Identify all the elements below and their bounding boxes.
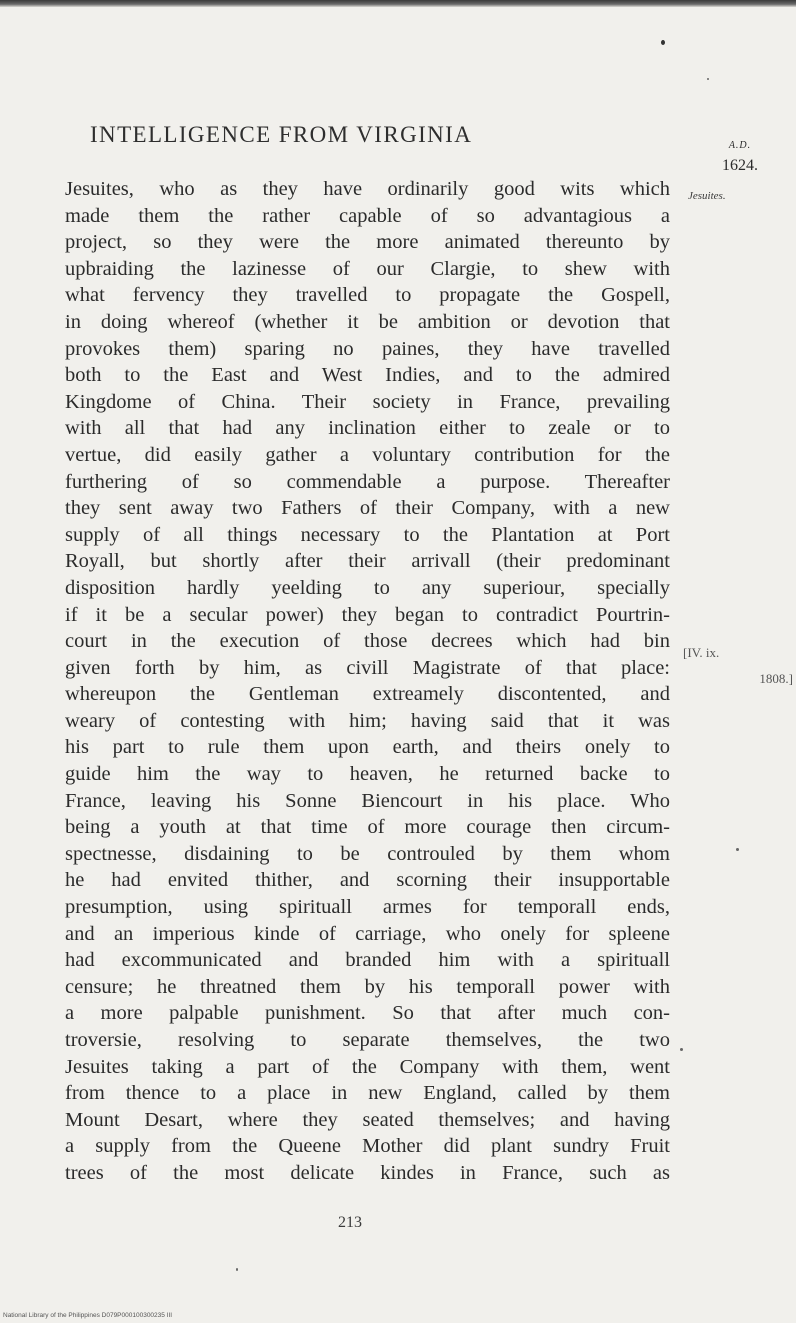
margin-side-note: Jesuites. xyxy=(688,190,726,202)
text-line: a supply from the Queene Mother did plant sundry Fruit xyxy=(65,1135,670,1158)
text-line: spectnesse, disdaining to be controuled by them whom xyxy=(65,842,670,865)
text-line: vertue, did easily gather a voluntary contribution for the xyxy=(65,443,670,466)
text-line: made them the rather capable of so advantagious a xyxy=(65,204,670,227)
margin-ref-line1: [IV. ix. xyxy=(683,645,720,660)
text-line: a more palpable punishment. So that after much con- xyxy=(65,1002,670,1025)
text-line: Mount Desart, where they seated themselves; and having xyxy=(65,1108,670,1131)
text-line: whereupon the Gentleman extreamely discontented, and xyxy=(65,683,670,706)
scan-speck xyxy=(707,78,709,80)
page-number: 213 xyxy=(338,1214,362,1231)
text-line: given forth by him, as civill Magistrate of that place: xyxy=(65,656,670,679)
text-line: being a youth at that time of more courage then circum- xyxy=(65,816,670,839)
margin-year: 1624. xyxy=(722,157,758,174)
text-line: in doing whereof (whether it be ambition or devotion that xyxy=(65,310,670,333)
text-line: both to the East and West Indies, and to the admired xyxy=(65,364,670,387)
text-line: provokes them) sparing no paines, they have travelled xyxy=(65,337,670,360)
margin-date xyxy=(700,136,780,176)
text-line: with all that had any inclination either to zeale or to xyxy=(65,417,670,440)
text-line: and an imperious kinde of carriage, who onely for spleene xyxy=(65,922,670,945)
text-line: project, so they were the more animated thereunto by xyxy=(65,231,670,254)
margin-ad: A.D. xyxy=(728,140,752,151)
text-line: had excommunicated and branded him with a spirituall xyxy=(65,949,670,972)
text-line: Jesuites, who as they have ordinarily good wits which xyxy=(65,178,670,200)
body-text xyxy=(65,176,670,1187)
text-line: weary of contesting with him; having said that it was xyxy=(65,709,670,732)
scan-speck xyxy=(736,848,739,851)
text-line: Kingdome of China. Their society in France, prevailing xyxy=(65,390,670,413)
text-line: from thence to a place in new England, called by them xyxy=(65,1082,670,1105)
text-line: upbraiding the lazinesse of our Clargie, to shew with xyxy=(65,257,670,280)
text-line: guide him the way to heaven, he returned backe to xyxy=(65,763,670,786)
text-line: France, leaving his Sonne Biencourt in his place. Who xyxy=(65,789,670,812)
text-line: censure; he threatned them by his temporall power with xyxy=(65,975,670,998)
text-line: furthering of so commendable a purpose. Thereafter xyxy=(65,470,670,493)
margin-ref-line2: 1808.] xyxy=(759,671,793,686)
text-line: troversie, resolving to separate themselves, the two xyxy=(65,1029,670,1051)
running-title: INTELLIGENCE FROM VIRGINIA xyxy=(90,122,473,147)
text-line: trees of the most delicate kindes in France, such as xyxy=(65,1161,670,1184)
scan-speck xyxy=(680,1048,683,1051)
text-line: if it be a secular power) they began to contradict Pourtrin- xyxy=(65,603,670,626)
text-line: supply of all things necessary to the Plantation at Port xyxy=(65,523,670,546)
margin-reference xyxy=(683,640,793,692)
text-line: disposition hardly yeelding to any superiour, specially xyxy=(65,576,670,599)
text-line: his part to rule them upon earth, and theirs onely to xyxy=(65,736,670,759)
scan-top-edge xyxy=(0,0,796,7)
scan-speck xyxy=(661,40,665,45)
text-line: they sent away two Fathers of their Company, with a new xyxy=(65,497,670,520)
text-line: Jesuites taking a part of the Company with them, went xyxy=(65,1055,670,1078)
text-line: court in the execution of those decrees which had bin xyxy=(65,630,670,653)
text-line: he had envited thither, and scorning their insupportable xyxy=(65,869,670,892)
text-line: Royall, but shortly after their arrivall (their predominant xyxy=(65,550,670,573)
text-line: what fervency they travelled to propagate the Gospell, xyxy=(65,284,670,307)
text-line: presumption, using spirituall armes for temporall ends, xyxy=(65,896,670,919)
scan-speck xyxy=(236,1268,238,1271)
scan-credit: National Library of the Philippines D079P000100300235 III xyxy=(3,1312,173,1319)
